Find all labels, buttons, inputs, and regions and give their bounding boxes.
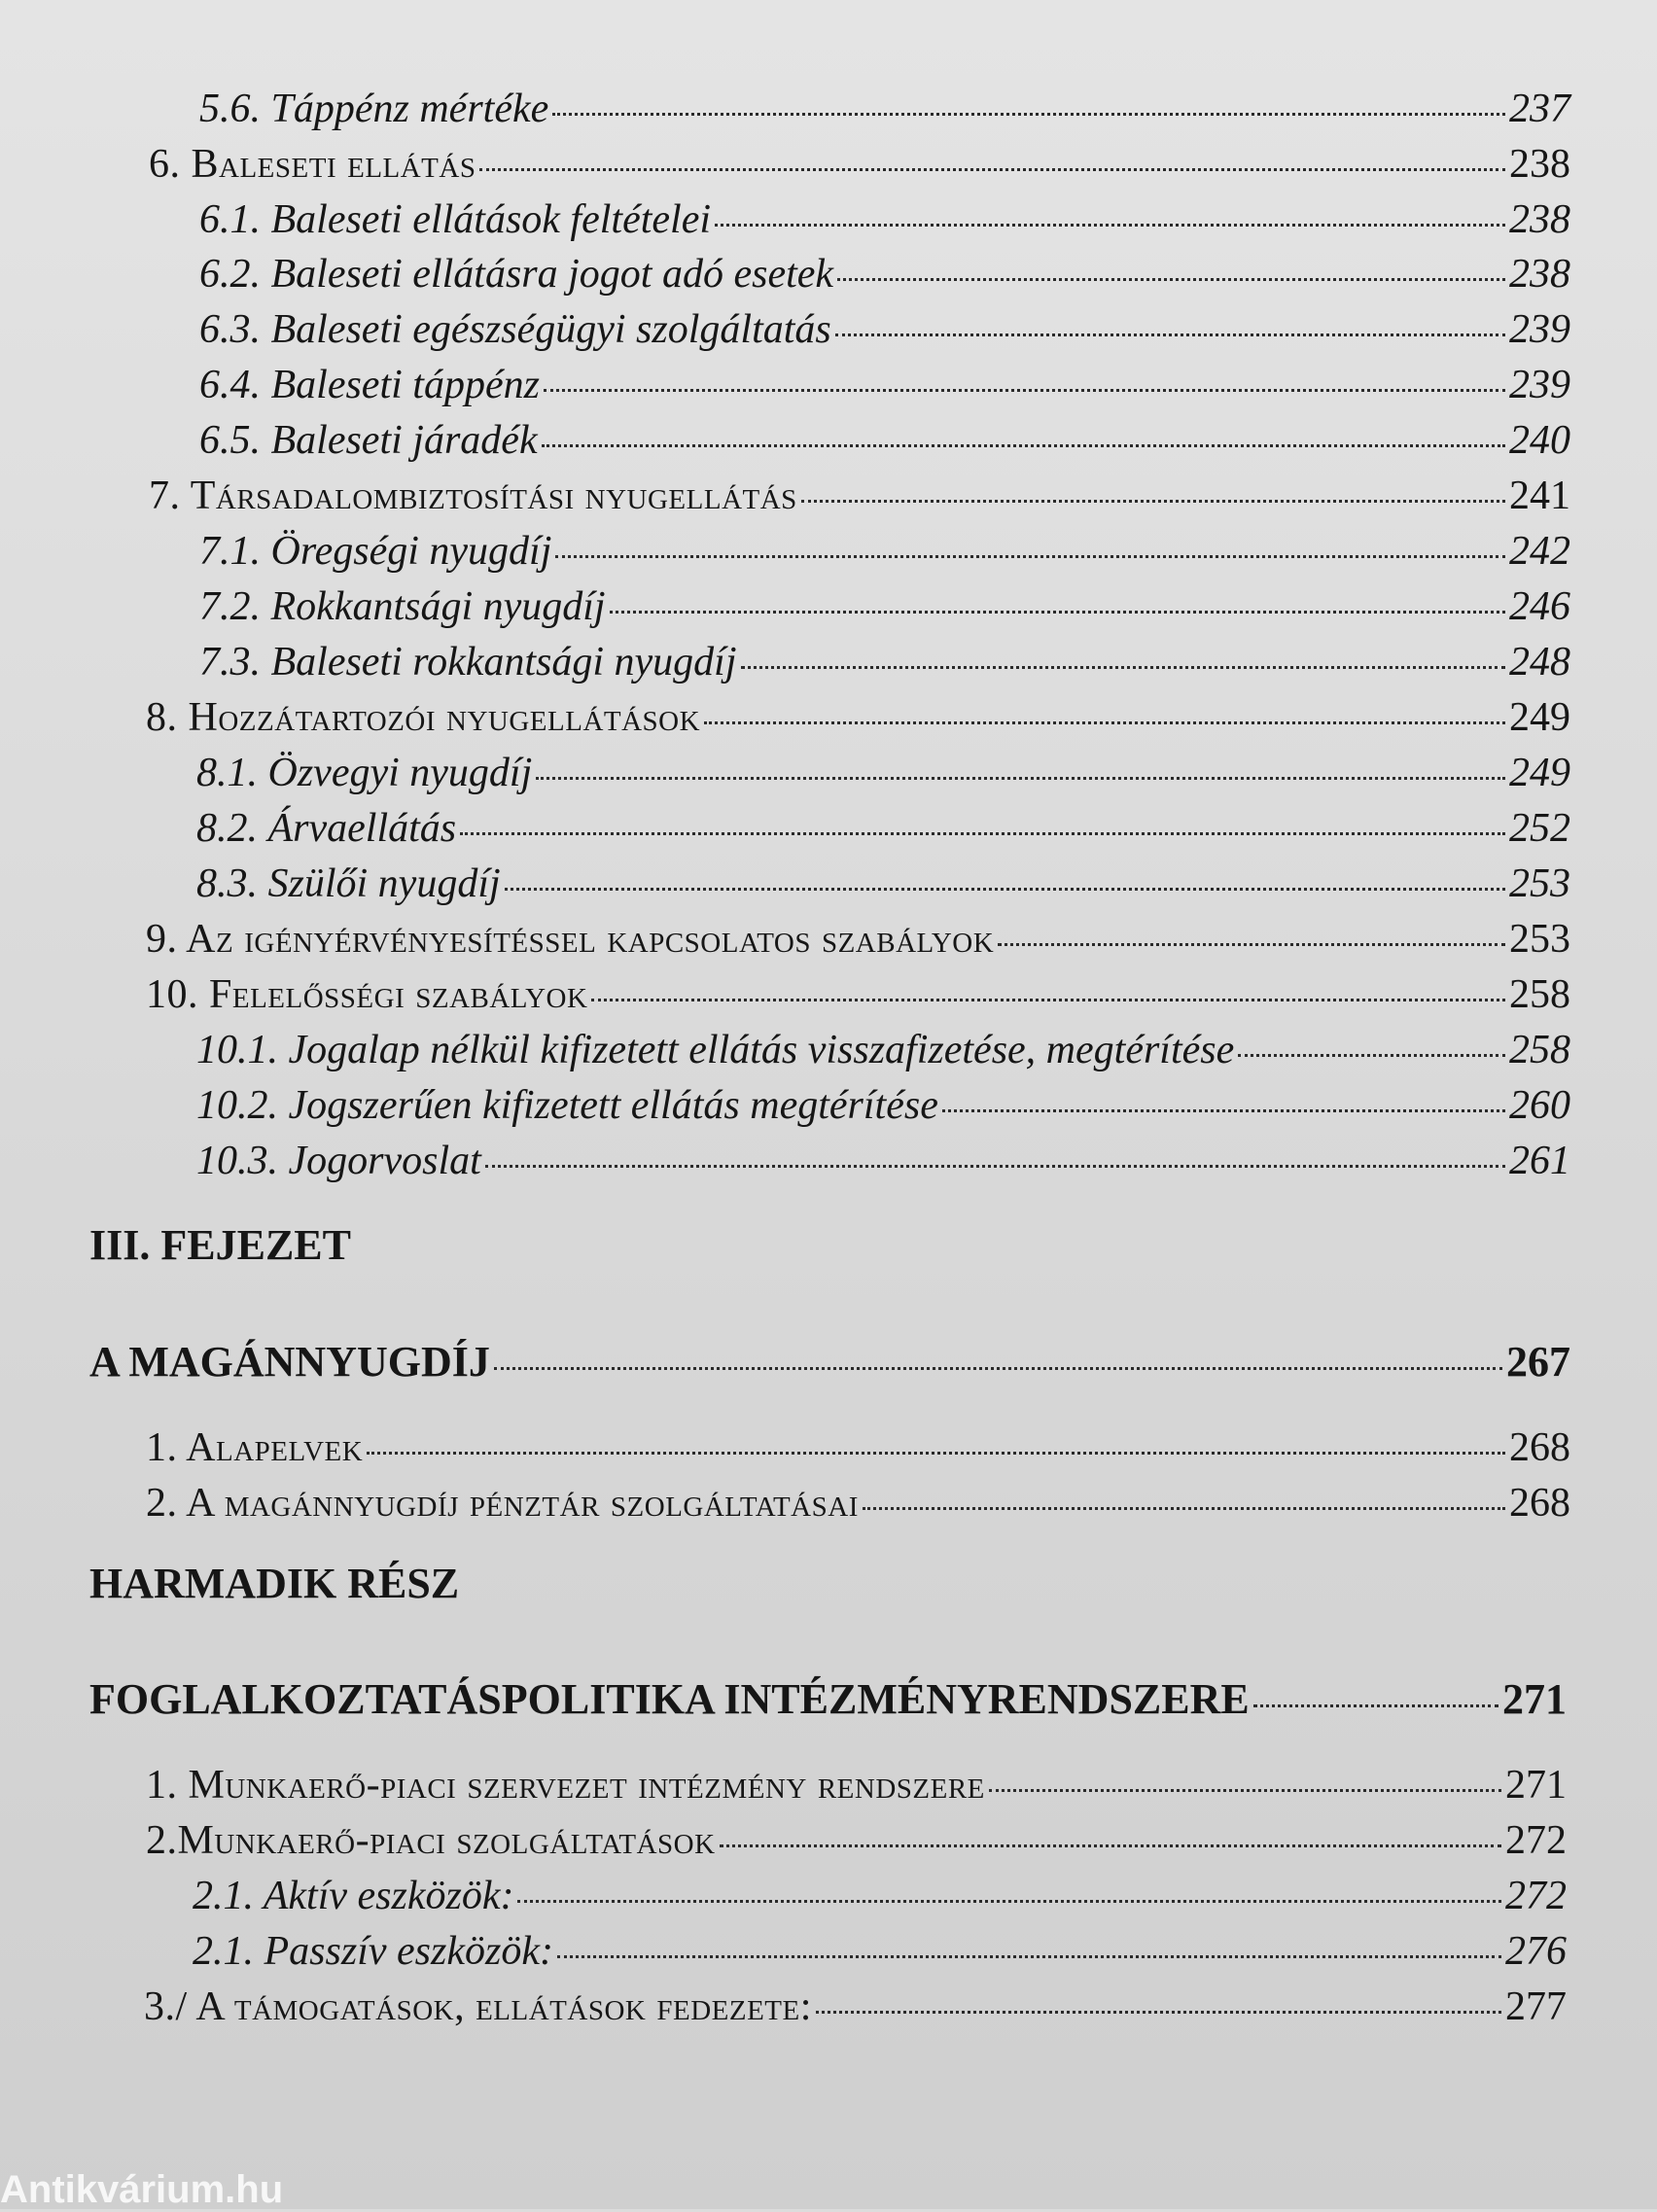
- toc-entry-page: 242: [1509, 529, 1570, 574]
- toc-entry: [149, 141, 1570, 188]
- leader-dots: [542, 444, 1505, 447]
- toc-entry: [199, 417, 1570, 464]
- toc-entry: [199, 251, 1570, 298]
- leader-dots: [715, 224, 1505, 227]
- toc-entry: [89, 1337, 1570, 1387]
- leader-dots: [460, 832, 1505, 835]
- leader-dots: [367, 1452, 1505, 1455]
- leader-dots: [494, 1367, 1502, 1370]
- toc-entry-page: 237: [1509, 87, 1570, 131]
- toc-entry: [146, 1424, 1570, 1471]
- leader-dots: [998, 943, 1505, 946]
- leader-dots: [942, 1109, 1505, 1112]
- toc-entry-title: 6.4. Baleseti táppénz: [199, 363, 540, 407]
- leader-dots: [863, 1507, 1505, 1510]
- leader-dots: [989, 1789, 1501, 1792]
- toc-entry-page: 253: [1509, 917, 1570, 962]
- leader-dots: [610, 611, 1505, 614]
- leader-dots: [544, 389, 1505, 392]
- toc-entry-title: 7.1. Öregségi nyugdíj: [199, 529, 552, 574]
- toc-entry: [196, 1138, 1570, 1184]
- toc-entry-title: FOGLALKOZTATÁSPOLITIKA INTÉZMÉNYRENDSZERE: [89, 1675, 1250, 1723]
- toc-entry-page: 272: [1505, 1818, 1567, 1863]
- leader-dots: [741, 666, 1505, 669]
- leader-dots: [536, 777, 1505, 780]
- toc-entry: [196, 1082, 1570, 1129]
- toc-entry-page: 258: [1509, 972, 1570, 1017]
- toc-entry: [196, 805, 1570, 852]
- leader-dots: [479, 168, 1505, 171]
- toc-entry-page: 258: [1509, 1028, 1570, 1072]
- toc-entry: [144, 1984, 1567, 2030]
- toc-entry: [146, 971, 1570, 1018]
- toc-entry-title: 1. Munkaerő-piaci szervezet intézmény rendszere: [146, 1763, 985, 1808]
- toc-entry-page: 277: [1505, 1984, 1567, 2029]
- leader-dots: [591, 999, 1505, 1001]
- toc-entry-title: 8.2. Árvaellátás: [196, 806, 457, 851]
- leader-dots: [552, 113, 1505, 116]
- toc-entry: [146, 916, 1570, 963]
- leader-dots: [837, 278, 1505, 281]
- leader-dots: [505, 888, 1505, 891]
- part-heading: HARMADIK RÉSZ: [89, 1560, 460, 1607]
- toc-entry-page: 271: [1502, 1675, 1567, 1723]
- toc-entry: [146, 1762, 1567, 1808]
- toc-entry-title: 7.2. Rokkantsági nyugdíj: [199, 584, 606, 629]
- toc-entry-page: 272: [1505, 1874, 1567, 1918]
- toc-entry-title: 10.1. Jogalap nélkül kifizetett ellátás visszafizetése, megtérítése: [196, 1028, 1235, 1072]
- toc-entry: [199, 528, 1570, 575]
- toc-entry-title: 2. A magánnyugdíj pénztár szolgáltatásai: [146, 1481, 859, 1526]
- toc-entry-page: 249: [1509, 751, 1570, 795]
- toc-entry-title: 2.1. Passzív eszközök:: [193, 1929, 553, 1974]
- toc-entry: [146, 1817, 1567, 1864]
- toc-entry: [199, 362, 1570, 408]
- toc-entry-page: 261: [1509, 1139, 1570, 1183]
- leader-dots: [704, 721, 1505, 724]
- toc-entry-page: 271: [1505, 1763, 1567, 1808]
- toc-entry-title: 6.3. Baleseti egészségügyi szolgáltatás: [199, 307, 831, 352]
- toc-entry-page: 253: [1509, 861, 1570, 906]
- toc-entry-page: 249: [1509, 695, 1570, 740]
- toc-entry-title: 8.1. Özvegyi nyugdíj: [196, 751, 533, 795]
- toc-entry: [193, 1873, 1567, 1919]
- leader-dots: [816, 2011, 1501, 2014]
- toc-entry-title: 3./ A támogatások, ellátások fedezete:: [144, 1984, 812, 2029]
- toc-entry-title: 6.2. Baleseti ellátásra jogot adó esetek: [199, 252, 834, 297]
- toc-entry-page: 241: [1509, 474, 1570, 518]
- leader-dots: [720, 1844, 1501, 1847]
- toc-entry: [199, 583, 1570, 630]
- toc-entry-page: 252: [1509, 806, 1570, 851]
- toc-entry-page: 238: [1509, 142, 1570, 187]
- toc-entry: [146, 1480, 1570, 1527]
- toc-entry-page: 267: [1506, 1338, 1570, 1386]
- toc-entry-title: 5.6. Táppénz mértéke: [199, 87, 549, 131]
- toc-entry-title: 1. Alapelvek: [146, 1425, 364, 1470]
- toc-entry: [89, 1674, 1567, 1724]
- toc-entry-title: 8.3. Szülői nyugdíj: [196, 861, 501, 906]
- toc-entry: [196, 860, 1570, 907]
- toc-entry-title: 10.3. Jogorvoslat: [196, 1139, 481, 1183]
- toc-entry-title: 6. Baleseti ellátás: [149, 142, 476, 187]
- toc-entry-page: 240: [1509, 418, 1570, 463]
- toc-entry-title: 7. Társadalombiztosítási nyugellátás: [149, 474, 797, 518]
- toc-entry: [146, 694, 1570, 741]
- leader-dots: [517, 1900, 1501, 1903]
- watermark: Antikvárium.hu: [0, 2168, 284, 2211]
- toc-entry-title: 7.3. Baleseti rokkantsági nyugdíj: [199, 640, 737, 685]
- toc-entry: [193, 1928, 1567, 1975]
- toc-entry-title: 9. Az igényérvényesítéssel kapcsolatos szabályok: [146, 917, 995, 962]
- leader-dots: [835, 334, 1505, 336]
- leader-dots: [1238, 1054, 1505, 1057]
- toc-entry-page: 260: [1509, 1083, 1570, 1128]
- toc-entry-page: 276: [1505, 1929, 1567, 1974]
- toc-entry: [196, 750, 1570, 796]
- leader-dots: [1253, 1704, 1498, 1707]
- toc-entry: [199, 306, 1570, 353]
- toc-entry-title: 2.Munkaerő-piaci szolgáltatások: [146, 1818, 716, 1863]
- leader-dots: [557, 1955, 1501, 1958]
- toc-entry: [196, 1027, 1570, 1073]
- toc-entry: [199, 639, 1570, 685]
- toc-entry-page: 268: [1509, 1481, 1570, 1526]
- toc-entry: [199, 196, 1570, 243]
- toc-entry-title: 6.5. Baleseti járadék: [199, 418, 538, 463]
- toc-entry-title: 8. Hozzátartozói nyugellátások: [146, 695, 701, 740]
- toc-entry-page: 246: [1509, 584, 1570, 629]
- toc-entry: [199, 86, 1570, 132]
- toc-entry-page: 238: [1509, 252, 1570, 297]
- leader-dots: [485, 1165, 1505, 1168]
- toc-entry-page: 248: [1509, 640, 1570, 685]
- toc-entry-page: 239: [1509, 363, 1570, 407]
- toc-entry-page: 268: [1509, 1425, 1570, 1470]
- toc-entry-title: 10. Felelősségi szabályok: [146, 972, 588, 1017]
- leader-dots: [555, 555, 1505, 558]
- toc-entry-title: 10.2. Jogszerűen kifizetett ellátás megtérítése: [196, 1083, 938, 1128]
- toc-entry-title: 6.1. Baleseti ellátások feltételei: [199, 197, 712, 242]
- toc-entry-page: 238: [1509, 197, 1570, 242]
- chapter-heading: III. FEJEZET: [89, 1221, 351, 1269]
- toc-entry: [149, 473, 1570, 519]
- toc-entry-title: 2.1. Aktív eszközök:: [193, 1874, 514, 1918]
- toc-entry-title: A MAGÁNNYUGDÍJ: [89, 1338, 490, 1386]
- toc-entry-page: 239: [1509, 307, 1570, 352]
- leader-dots: [801, 500, 1505, 503]
